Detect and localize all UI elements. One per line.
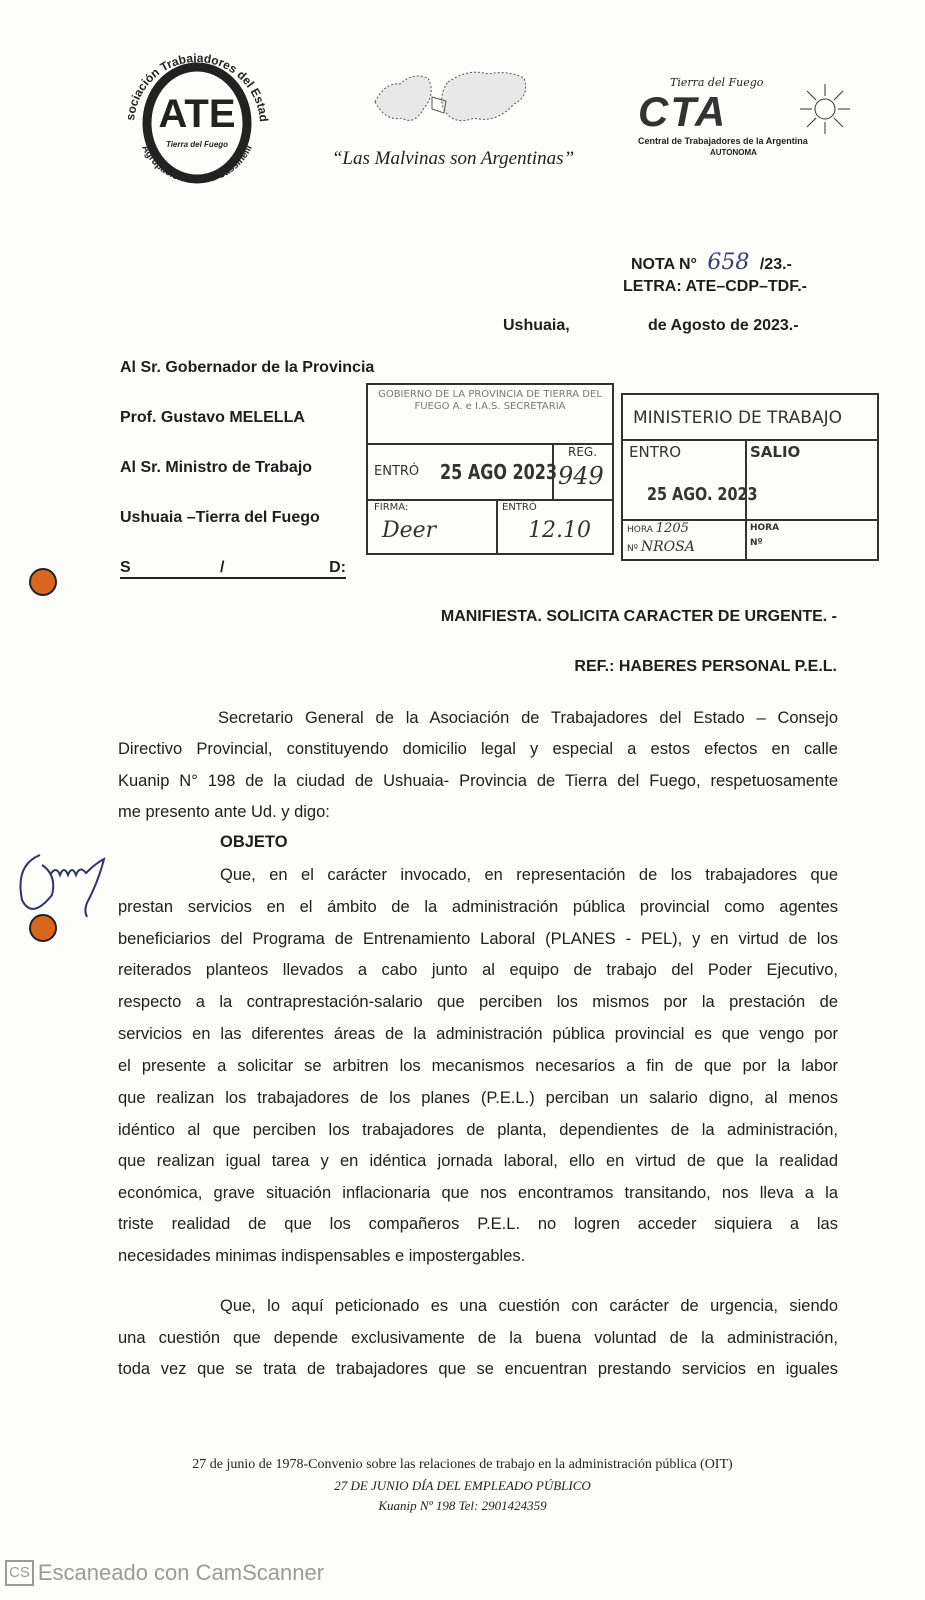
stamp-gov-header: GOBIERNO DE LA PROVINCIA DE TIERRA DEL FUEGO A. e I.A.S. SECRETARIA bbox=[378, 389, 602, 412]
margin-signature bbox=[10, 835, 135, 920]
svg-text:Agrupación Carlos Cassinelli: Agrupación Carlos Cassinelli bbox=[139, 143, 255, 187]
stamp-min-hora2-label: HORA bbox=[750, 523, 780, 533]
stamp-gov-reg-value: 949 bbox=[558, 462, 604, 490]
malvinas-caption: “Las Malvinas son Argentinas” bbox=[331, 148, 575, 169]
stamp-gov-entro2-label: ENTRÓ bbox=[502, 502, 537, 513]
body-line: el presente a solicitar se arbitren los mecanismos necesarios a fin de que por la labor bbox=[118, 1057, 838, 1075]
stamp-min-salio-label: SALIO bbox=[750, 443, 801, 461]
punch-hole bbox=[29, 568, 57, 596]
body-line: idéntico al que perciben los trabajadores de planta, dependientes de la administración, bbox=[118, 1121, 838, 1139]
stamp-gov-firma-label: FIRMA: bbox=[374, 502, 409, 513]
cta-logo-line1: Central de Trabajadores de la Argentina bbox=[638, 136, 808, 146]
stamp-min-date: 25 AGO. 2023 bbox=[647, 484, 758, 505]
ministerio-trabajo-stamp bbox=[621, 393, 879, 561]
footer-line-1: 27 de junio de 1978-Convenio sobre las relaciones de trabajo en la administración pública (OIT) bbox=[192, 1457, 733, 1472]
body-line: Que, lo aquí peticionado es una cuestión con carácter de urgencia, siendo bbox=[220, 1297, 838, 1315]
body-line: toda vez que se trata de trabajadores que se encuentran prestando servicios en iguales bbox=[118, 1360, 838, 1378]
sd-s: S bbox=[120, 559, 131, 576]
stamp-gov-date: 25 AGO 2023 bbox=[440, 460, 558, 484]
svg-text:Asociación Trabajadores del Es: sociación Trabajadores del Estad bbox=[123, 50, 271, 123]
body-line: triste realidad de que los compañeros P.E.L. no logren acceder siquiera a las bbox=[118, 1215, 838, 1233]
body-line: servicios en las diferentes áreas de la administración pública provincial es que vengo por bbox=[118, 1025, 838, 1043]
svg-text:Tierra del Fuego: Tierra del Fuego bbox=[165, 140, 229, 149]
body-line: necesidades minimas indispensables e impostergables. bbox=[118, 1247, 526, 1265]
cta-logo-script: Tierra del Fuego bbox=[670, 76, 764, 89]
stamp-gov-time: 12.10 bbox=[528, 518, 591, 543]
nota-label: NOTA N° bbox=[631, 256, 697, 273]
cta-logo bbox=[630, 76, 855, 168]
body-line: reiterados planteos llevados a cabo junto al equipo de trabajo del Poder Ejecutivo, bbox=[118, 961, 838, 979]
body-line: económica, grave situación inflacionaria que nos encontramos transitando, nos lleva a la bbox=[118, 1184, 838, 1202]
government-entry-stamp bbox=[366, 383, 614, 555]
sun-icon bbox=[800, 84, 850, 134]
body-line: Secretario General de la Asociación de Trabajadores del Estado – Consejo bbox=[218, 709, 838, 727]
footer-line-2: 27 DE JUNIO DÍA DEL EMPLEADO PÚBLICO bbox=[334, 1478, 591, 1493]
body-line: una cuestión que depende exclusivamente de la buena voluntad de la administración, bbox=[118, 1329, 838, 1347]
nota-number: 658 bbox=[707, 250, 750, 275]
subject-reference: REF.: HABERES PERSONAL P.E.L. bbox=[574, 658, 837, 675]
stamp-gov-signature: Deer bbox=[382, 518, 437, 543]
cta-logo-letters: CTA bbox=[638, 88, 728, 135]
addressee-line: Al Sr. Ministro de Trabajo bbox=[120, 459, 313, 476]
addressee-line: Prof. Gustavo MELELLA bbox=[120, 409, 305, 426]
sd-slash: / bbox=[220, 559, 225, 576]
body-line: Que, en el carácter invocado, en representación de los trabajadores que bbox=[220, 866, 838, 884]
addressee-line: Al Sr. Gobernador de la Provincia bbox=[120, 359, 375, 376]
objeto-heading: OBJETO bbox=[220, 833, 288, 851]
ate-logo bbox=[112, 35, 282, 195]
malvinas-map-image bbox=[370, 62, 530, 142]
body-line: que realizan los trabajadores de los planes (P.E.L.) perciban un salario digno, al menos bbox=[118, 1089, 838, 1107]
cta-logo-line2: AUTONOMA bbox=[710, 148, 757, 157]
nota-suffix: /23.- bbox=[759, 256, 792, 273]
stamp-min-hora: HORA 1205 bbox=[627, 521, 689, 536]
city: Ushuaia, bbox=[503, 317, 570, 334]
stamp-gov-entro-label: ENTRÓ bbox=[374, 464, 420, 479]
stamp-min-n2-label: Nº bbox=[750, 538, 763, 548]
letra: LETRA: ATE–CDP–TDF.- bbox=[623, 278, 807, 295]
subject-line-1: MANIFIESTA. SOLICITA CARACTER DE URGENTE. - bbox=[440, 608, 837, 625]
camscanner-text: Escaneado con CamScanner bbox=[37, 1560, 325, 1585]
stamp-min-n: Nº NROSA bbox=[627, 539, 695, 555]
stamp-min-title: MINISTERIO DE TRABAJO bbox=[633, 408, 842, 428]
body-line: Directivo Provincial, constituyendo domicilio legal y especial a estos efectos en calle bbox=[118, 740, 838, 758]
stamp-gov-reg-label: REG. bbox=[568, 445, 598, 459]
footer-line-3: Kuanip Nº 198 Tel: 2901424359 bbox=[378, 1498, 547, 1513]
body-line: me presento ante Ud. y digo: bbox=[118, 803, 330, 821]
stamp-min-entro-label: ENTRO bbox=[629, 443, 682, 461]
body-line: Kuanip N° 198 de la ciudad de Ushuaia- Provincia de Tierra del Fuego, respetuosamente bbox=[118, 772, 838, 790]
nota-line bbox=[631, 250, 792, 275]
body-line: respecto a la contraprestación-salario que perciben los mismos por la prestación de bbox=[118, 993, 838, 1011]
sd-d: D: bbox=[329, 559, 346, 576]
date: de Agosto de 2023.- bbox=[648, 317, 799, 334]
body-line: prestan servicios en el ámbito de la administración pública provincial como agentes bbox=[118, 898, 838, 916]
body-line: beneficiarios del Programa de Entrenamiento Laboral (PLANES - PEL), y en virtud de los bbox=[118, 930, 838, 948]
ate-logo-letters: ATE bbox=[158, 92, 236, 136]
body-line: que realizan igual tarea y en idéntica jornada laboral, ello en virtud de que la realidad bbox=[118, 1152, 838, 1170]
sd-line bbox=[120, 559, 346, 579]
camscanner-watermark bbox=[5, 1560, 324, 1586]
camscanner-logo-icon: CS bbox=[5, 1560, 34, 1586]
addressee-line: Ushuaia –Tierra del Fuego bbox=[120, 509, 320, 526]
